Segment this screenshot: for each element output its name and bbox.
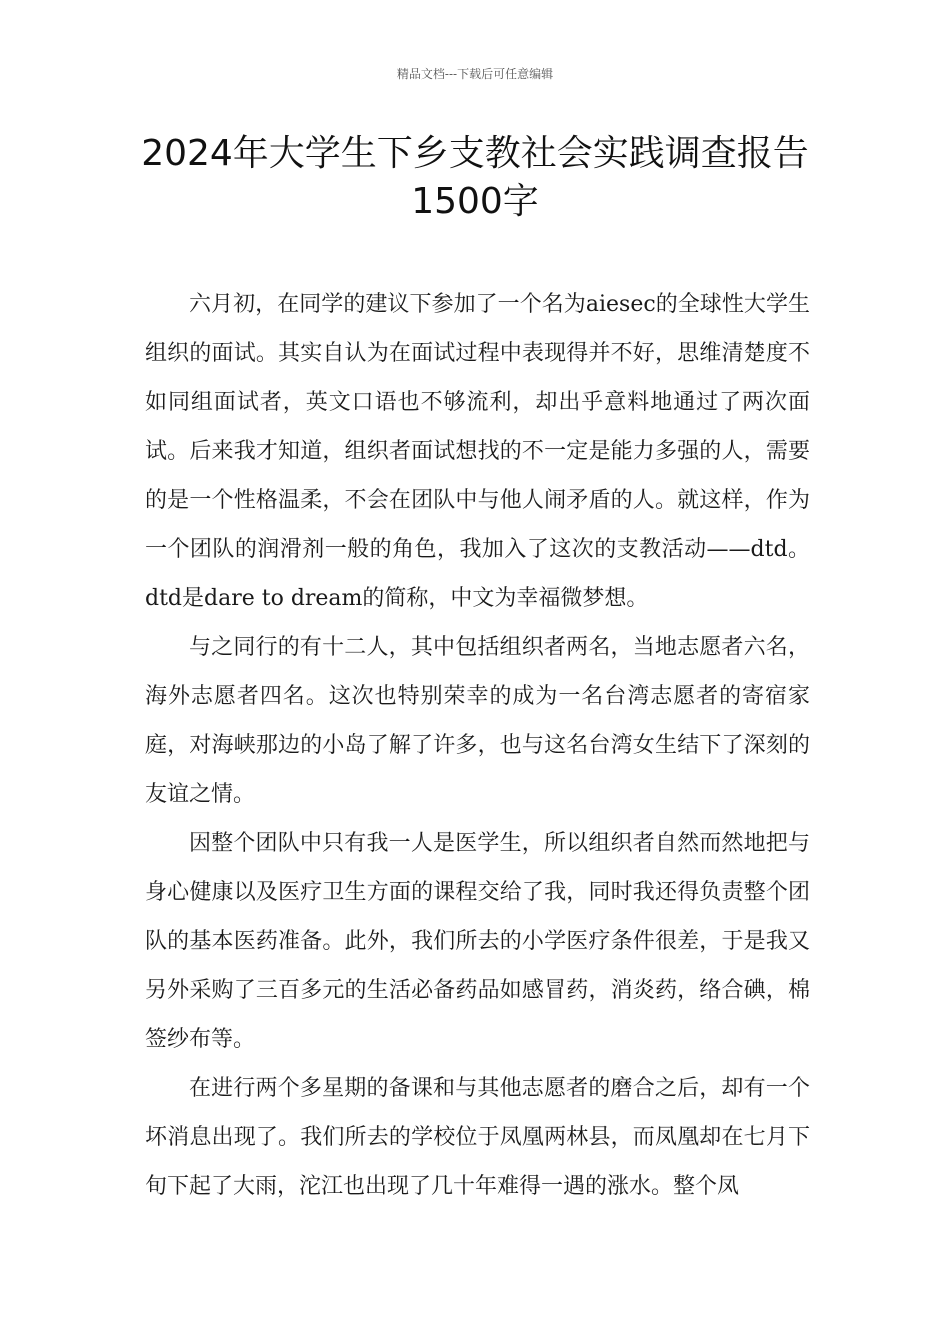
header-note: 精品文档---下载后可任意编辑 xyxy=(396,67,554,81)
document-body xyxy=(145,280,810,1211)
paragraph-1: 六月初，在同学的建议下参加了一个名为aiesec的全球性大学生组织的面试。其实自认为在面试过程中表现得并不好，思维清楚度不如同组面试者，英文口语也不够流利，却出乎意料地通过了两次面试。后来我才知道，组织者面试想找的不一定是能力多强的人，需要的是一个性格温柔，不会在团队中与他人闹矛盾的人。就这样，作为一个团队的润滑剂一般的角色，我加入了这次的支教活动——dtd。dtd是dare to dream的简称，中文为幸福微梦想。 xyxy=(145,292,810,611)
paragraph-2: 与之同行的有十二人，其中包括组织者两名，当地志愿者六名，海外志愿者四名。这次也特别荣幸的成为一名台湾志愿者的寄宿家庭，对海峡那边的小岛了解了许多，也与这名台湾女生结下了深刻的友谊之情。 xyxy=(145,635,810,807)
paragraph-3: 因整个团队中只有我一人是医学生，所以组织者自然而然地把与身心健康以及医疗卫生方面的课程交给了我，同时我还得负责整个团队的基本医药准备。此外，我们所去的小学医疗条件很差，于是我又另外采购了三百多元的生活必备药品如感冒药，消炎药，络合碘，棉签纱布等。 xyxy=(145,831,810,1052)
document-title: 2024年大学生下乡支教社会实践调查报告1500字 xyxy=(141,133,809,222)
paragraph-4: 在进行两个多星期的备课和与其他志愿者的磨合之后，却有一个坏消息出现了。我们所去的学校位于凤凰两林县，而凤凰却在七月下旬下起了大雨，沱江也出现了几十年难得一遇的涨水。整个凤 xyxy=(145,1076,810,1199)
